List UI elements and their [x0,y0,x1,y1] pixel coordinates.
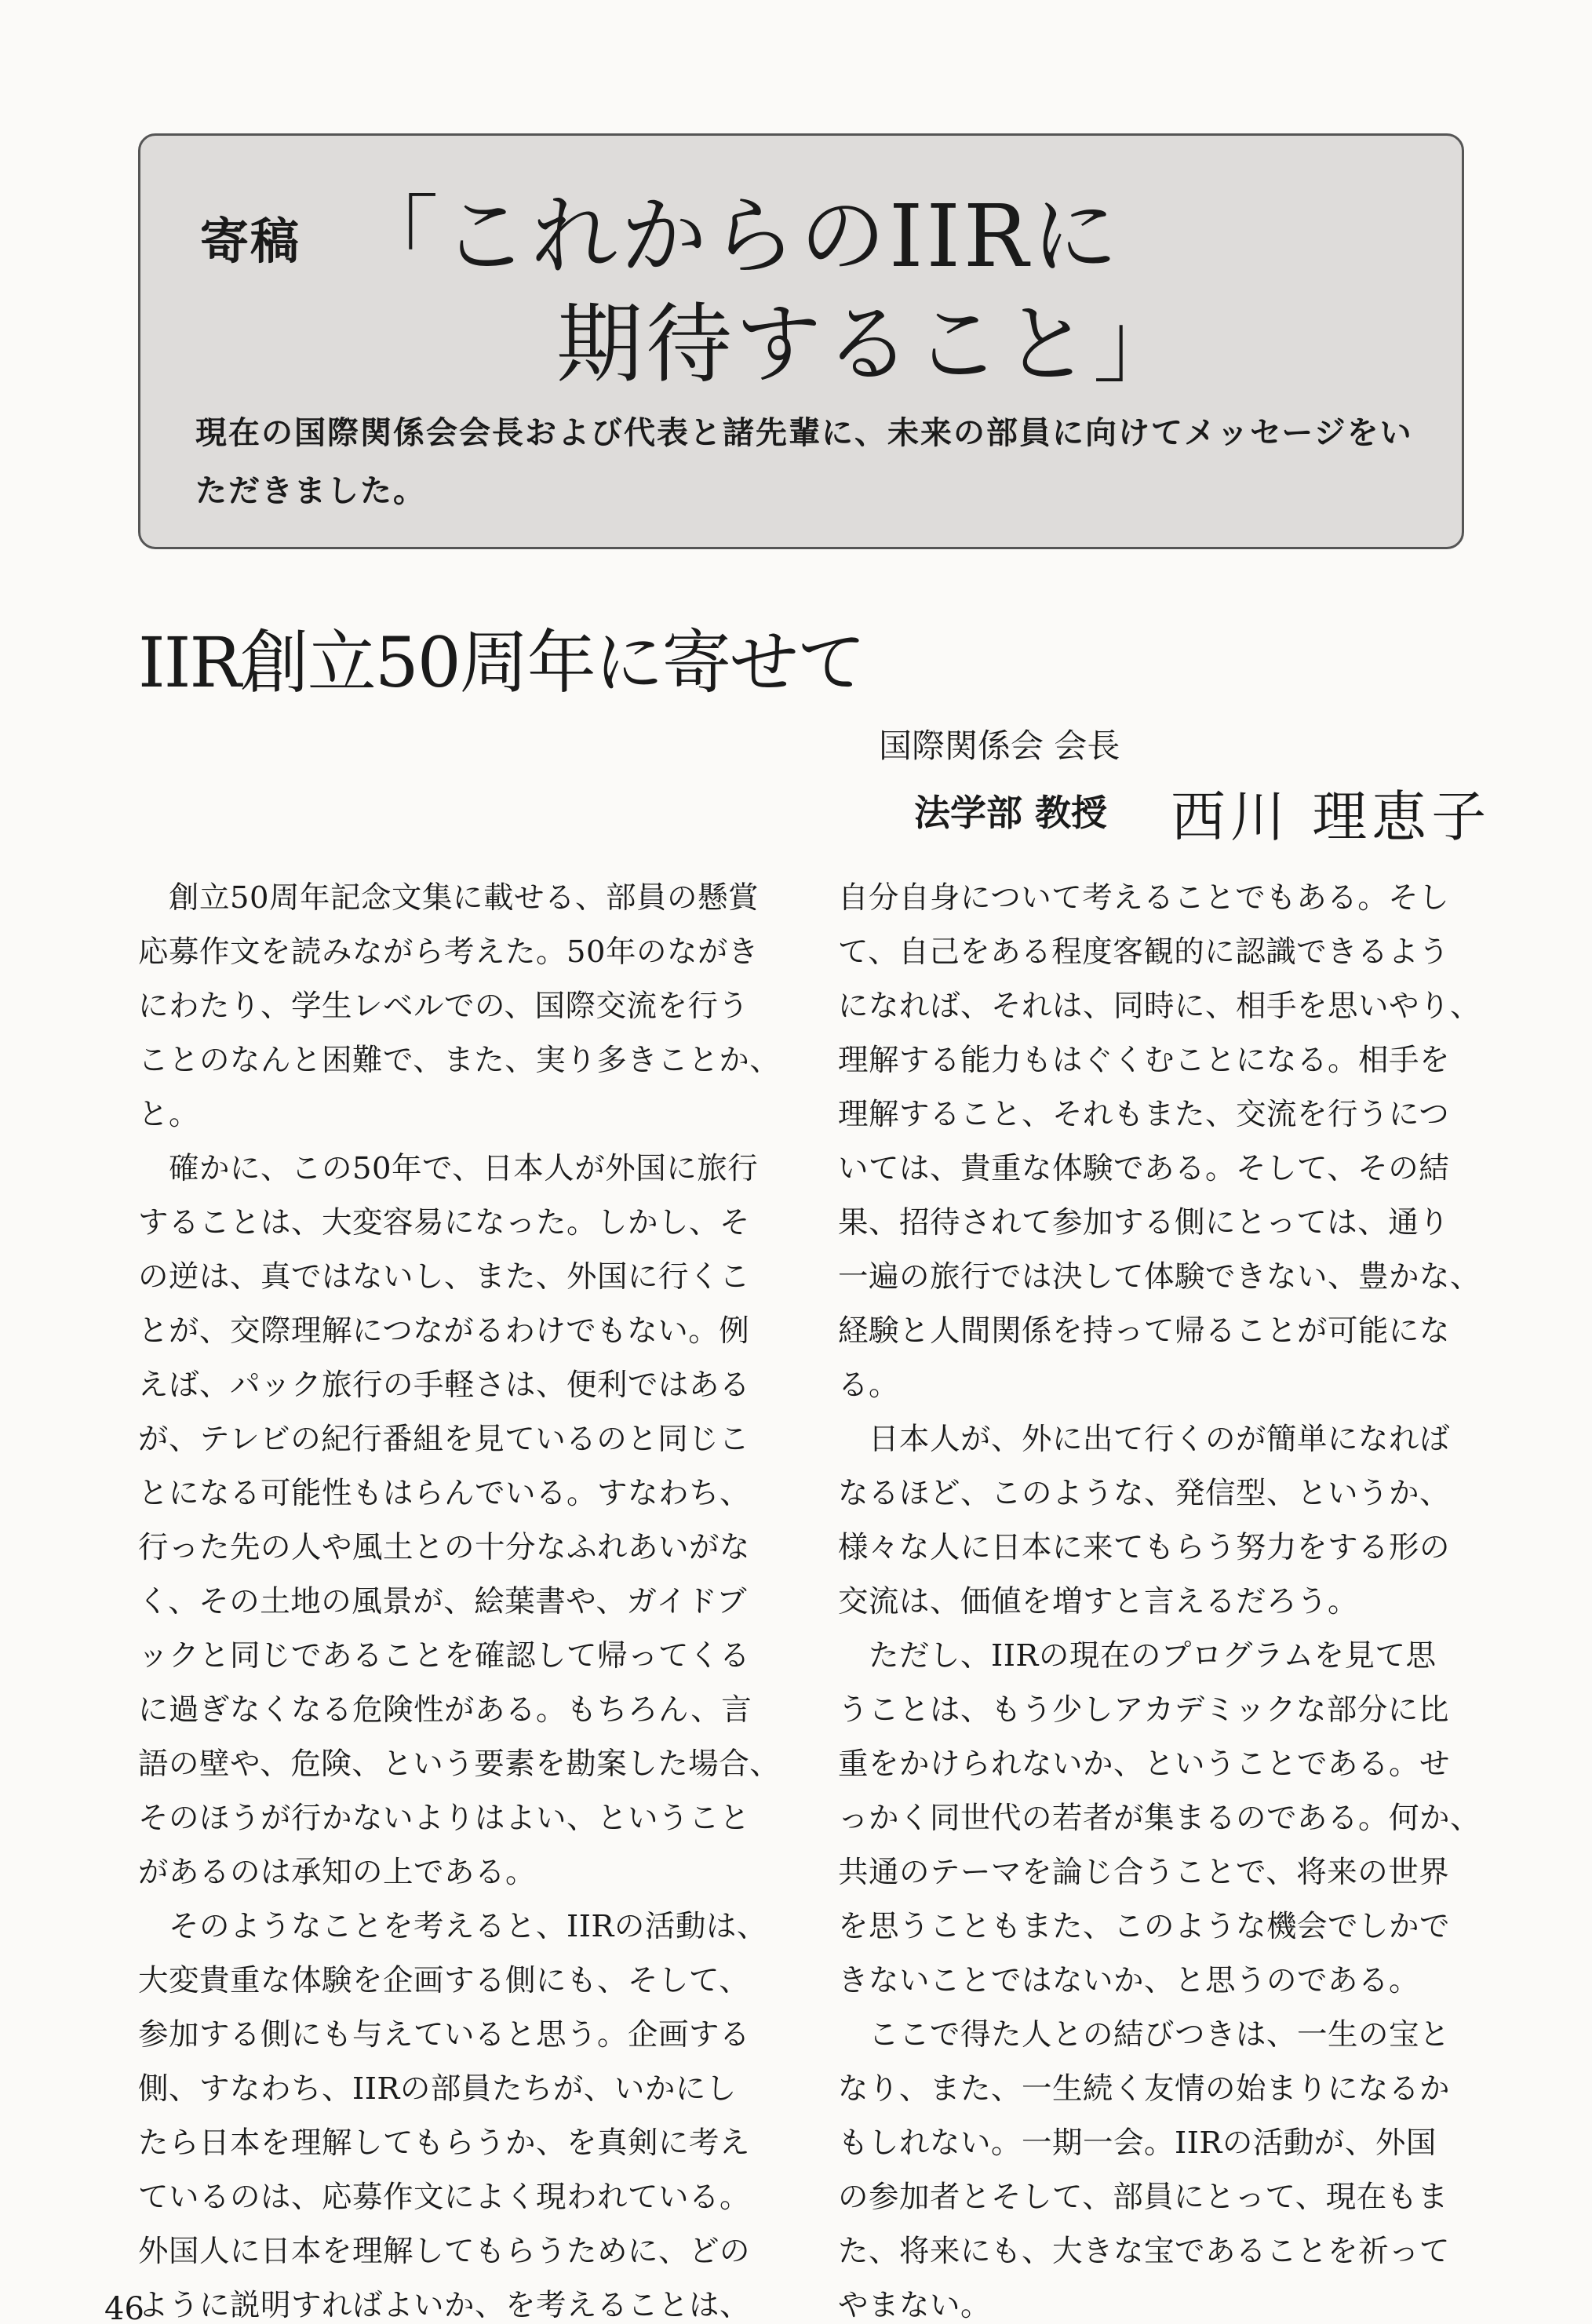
body-line: 交流は、価値を増すと言えるだろう。 [838,1584,1359,1619]
body-line: きないことではないか、と思うのである。 [838,1963,1420,1998]
body-line: 理解すること、それもまた、交流を行うにつ [838,1097,1450,1132]
body-line: の参加者とそして、部員にとって、現在もま [838,2180,1448,2215]
body-line: 様々な人に日本に来てもらう努力をする形の [838,1530,1451,1565]
body-line: 重をかけられないか、ということである。せ [838,1747,1451,1782]
body-line: 側、すなわち、IIRの部員たちが、いかにし [138,2071,737,2107]
body-line: 応募作文を読みながら考えた。50年のながき [138,934,759,970]
body-line: なるほど、このような、発信型、というか、 [838,1476,1451,1511]
body-line: 自分自身について考えることでもある。そし [838,880,1450,916]
body-line: 大変貴重な体験を企画する側にも、そして、 [138,1963,750,1998]
author-name: 西川 理恵子 [1171,785,1492,849]
header-title-line2: 期待すること」 [556,294,1182,395]
body-line: いては、貴重な体験である。そして、その結 [838,1151,1450,1186]
body-line: なり、また、一生続く友情の始まりになるか [838,2071,1451,2107]
body-line: ことのなんと困難で、また、実り多きことか、 [138,1043,781,1078]
body-line: と。 [138,1097,200,1132]
header-lead-line: 現在の国際関係会会長および代表と諸先輩に、未来の部員に向けてメッセージをい [195,415,1413,451]
header-lead [195,404,1419,520]
body-line: 創立50周年記念文集に載せる、部員の懸賞 [138,880,759,916]
body-line: 行った先の人や風土との十分なふれあいがな [138,1530,751,1565]
header-title-line1: 「これからのIIRに [352,186,1121,286]
author-department: 法学部 教授 [914,792,1108,834]
body-line: 果、招待されて参加する側にとっては、通り [838,1205,1450,1240]
author-affiliation: 国際関係会 会長 [879,727,1120,765]
body-line: た、将来にも、大きな宝であることを祈って [838,2234,1451,2269]
body-line: そのほうが行かないよりはよい、ということ [138,1801,751,1836]
body-column-left [138,871,781,2324]
body-line: る。 [838,1368,900,1403]
body-line: 共通のテーマを論じ合うことで、将来の世界 [838,1855,1450,1890]
body-line: 経験と人間関係を持って帰ることが可能にな [838,1313,1451,1349]
body-line: っかく同世代の若者が集まるのである。何か、 [838,1801,1481,1836]
header-lead-line: ただきました。 [195,473,426,509]
body-column-right [838,871,1481,2324]
body-line: に過ぎなくなる危険性がある。もちろん、言 [138,1692,752,1728]
body-line: になれば、それは、同時に、相手を思いやり、 [838,989,1481,1024]
body-line: 理解する能力もはぐくむことになる。相手を [838,1043,1451,1078]
body-line: ように説明すればよいか、を考えることは、 [138,2288,751,2323]
header-label: 寄稿 [200,213,301,270]
body-line: もしれない。一期一会。IIRの活動が、外国 [838,2125,1437,2161]
body-line: の逆は、真ではないし、また、外国に行くこ [138,1259,751,1295]
body-line: 一遍の旅行では決して体験できない、豊かな、 [838,1259,1481,1295]
header-box [138,133,1464,549]
body-line: て、自己をある程度客観的に認識できるよう [838,934,1450,970]
body-line: 参加する側にも与えていると思う。企画する [138,2017,751,2053]
body-line: を思うこともまた、このような機会でしかで [838,1909,1451,1944]
body-line: えば、パック旅行の手軽さは、便利ではある [138,1368,751,1403]
body-line: 確かに、この50年で、日本人が外国に旅行 [138,1151,759,1186]
body-line: やまない。 [838,2288,992,2323]
body-line: ここで得た人との結びつきは、一生の宝と [838,2017,1451,2053]
body-line: く、その土地の風景が、絵葉書や、ガイドブ [138,1584,748,1619]
body-line: とが、交際理解につながるわけでもない。例 [138,1313,750,1349]
body-line: があるのは承知の上である。 [138,1855,537,1890]
body-line: することは、大変容易になった。しかし、そ [138,1205,751,1240]
body-line: たら日本を理解してもらうか、を真剣に考え [138,2125,751,2161]
body-line: が、テレビの紀行番組を見ているのと同じこ [138,1422,750,1457]
body-line: とになる可能性もはらんでいる。すなわち、 [138,1476,751,1511]
body-line: 日本人が、外に出て行くのが簡単になれば [838,1422,1451,1457]
body-line: ただし、IIRの現在のプログラムを見て思 [838,1638,1437,1674]
body-line: にわたり、学生レベルでの、国際交流を行う [138,989,749,1024]
body-line: ックと同じであることを確認して帰ってくる [138,1638,751,1674]
body-line: そのようなことを考えると、IIRの活動は、 [138,1909,767,1944]
body-line: 語の壁や、危険、という要素を勘案した場合、 [138,1747,781,1782]
article-title: IIR創立50周年に寄せて [138,622,865,703]
page-number: 46 [104,2291,144,2324]
body-line: 外国人に日本を理解してもらうために、どの [138,2234,751,2269]
body-line: うことは、もう少しアカデミックな部分に比 [838,1692,1449,1728]
body-line: ているのは、応募作文によく現われている。 [138,2180,751,2215]
